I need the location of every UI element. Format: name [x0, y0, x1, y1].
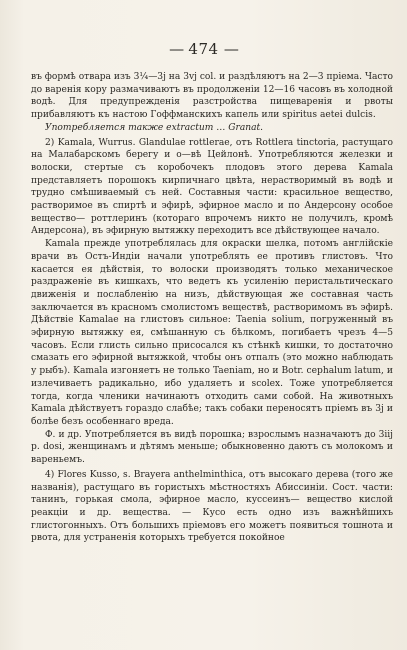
paragraph-flores-kusso: 4) Flores Kusso, s. Brayera anthelminthica, отъ высокаго дерева (того же названія), растущаго въ гористыхъ мѣстностяхъ Абиссиніи. Сост. части: танинъ, горькая смола, эфирное масло, куссеинъ— вещество кислой реакціи и др. вещества. — Кусо есть одно изъ важнѣйшихъ глистогонныхъ. Отъ большихъ пріемовъ его можетъ появиться тошнота и рвота, для устраненія которыхъ требуется покойное	[31, 469, 393, 544]
paragraph-kamala-description: 2) Kamala, Wurrus. Glandulae rottlerae, отъ Rottlera tinctoria, растущаго на Малабарскомъ берегу и о—вѣ Цейлонѣ. Употребляются железки и волоски, стертые съ коробочекъ плодовъ этого дерева Kamala представляетъ порошокъ кирпичнаго цвѣта, нерастворимый въ водѣ и трудно смѣшиваемый съ ней. Составныя части: красильное вещество, растворимое въ спиртѣ и эфирѣ, эфирное масло и по Андерсону особое вещество— роттлеринъ (котораго впрочемъ никто не получилъ, кромѣ Андерсона), въ эфирную вытяжку переходитъ все дѣйствующее начало.	[31, 137, 393, 237]
paragraph-kamala-dosage: Ф. и др. Употребляется въ видѣ порошка; взрослымъ назначаютъ до 3iij p. dosi, женщинамъ и дѣтямъ меньше; обыкновенно даютъ съ молокомъ и вареньемъ.	[31, 429, 393, 466]
paragraph-extractum-granat: Употребляется также extractum … Granat.	[45, 122, 264, 133]
page-number-dash-left: —	[169, 40, 185, 58]
paragraph-decoction-dosage: въ формѣ отвара изъ 3¼—3ј на 3vj col. и раздѣляютъ на 2—3 пріема. Часто до варенія кору размачиваютъ въ продолженіи 12—16 часовъ въ холодной водѣ. Для предупрежденія разстройства пищеваренія и рвоты прибавляютъ къ настою Гоффманскихъ капель или spiritus aetei dulcis.	[31, 72, 393, 121]
page-number	[0, 40, 407, 58]
paragraph-kamala-action: Kamala прежде употреблялась для окраски шелка, потомъ англійскіе врачи въ Остъ-Индіи начали употреблять ее противъ глистовъ. Что касается ея дѣйствія, то волоски производятъ только механическое раздраженіе въ кишкахъ, что ведетъ къ усиленію перистальтическаго движенія и послабленію на низъ, дѣйствующая же составная часть заключается въ красномъ смолистомъ веществѣ, растворимомъ въ эфирѣ. Дѣйствіе Kamalae на глистовъ сильное: Taenia solium, погруженный въ эфирную вытяжку ея, смѣшанную съ бѣлкомъ, погибаетъ чрезъ 4—5 часовъ. Если глисть сильно присосался къ стѣнкѣ кишки, то достаточно смазать его эфирной вытяжкой, чтобы онъ отпалъ (это можно наблюдать у рыбъ). Kamala изгоняетъ не только Taeniam, но и Botr. cephalum latum, и излечиваетъ радикально, ибо удаляетъ и scolex. Тоже употребляется тогда, когда членики начинаютъ отходить сами собой. На животныхъ Kamala дѣйствуетъ гораздо слабѣе; такъ собаки переносятъ пріемъ въ 3ј и болѣе безъ особеннаго вреда.	[31, 239, 393, 427]
page-number-value: 474	[188, 40, 219, 58]
page-number-dash-right: —	[223, 40, 240, 58]
body-text	[31, 71, 393, 545]
